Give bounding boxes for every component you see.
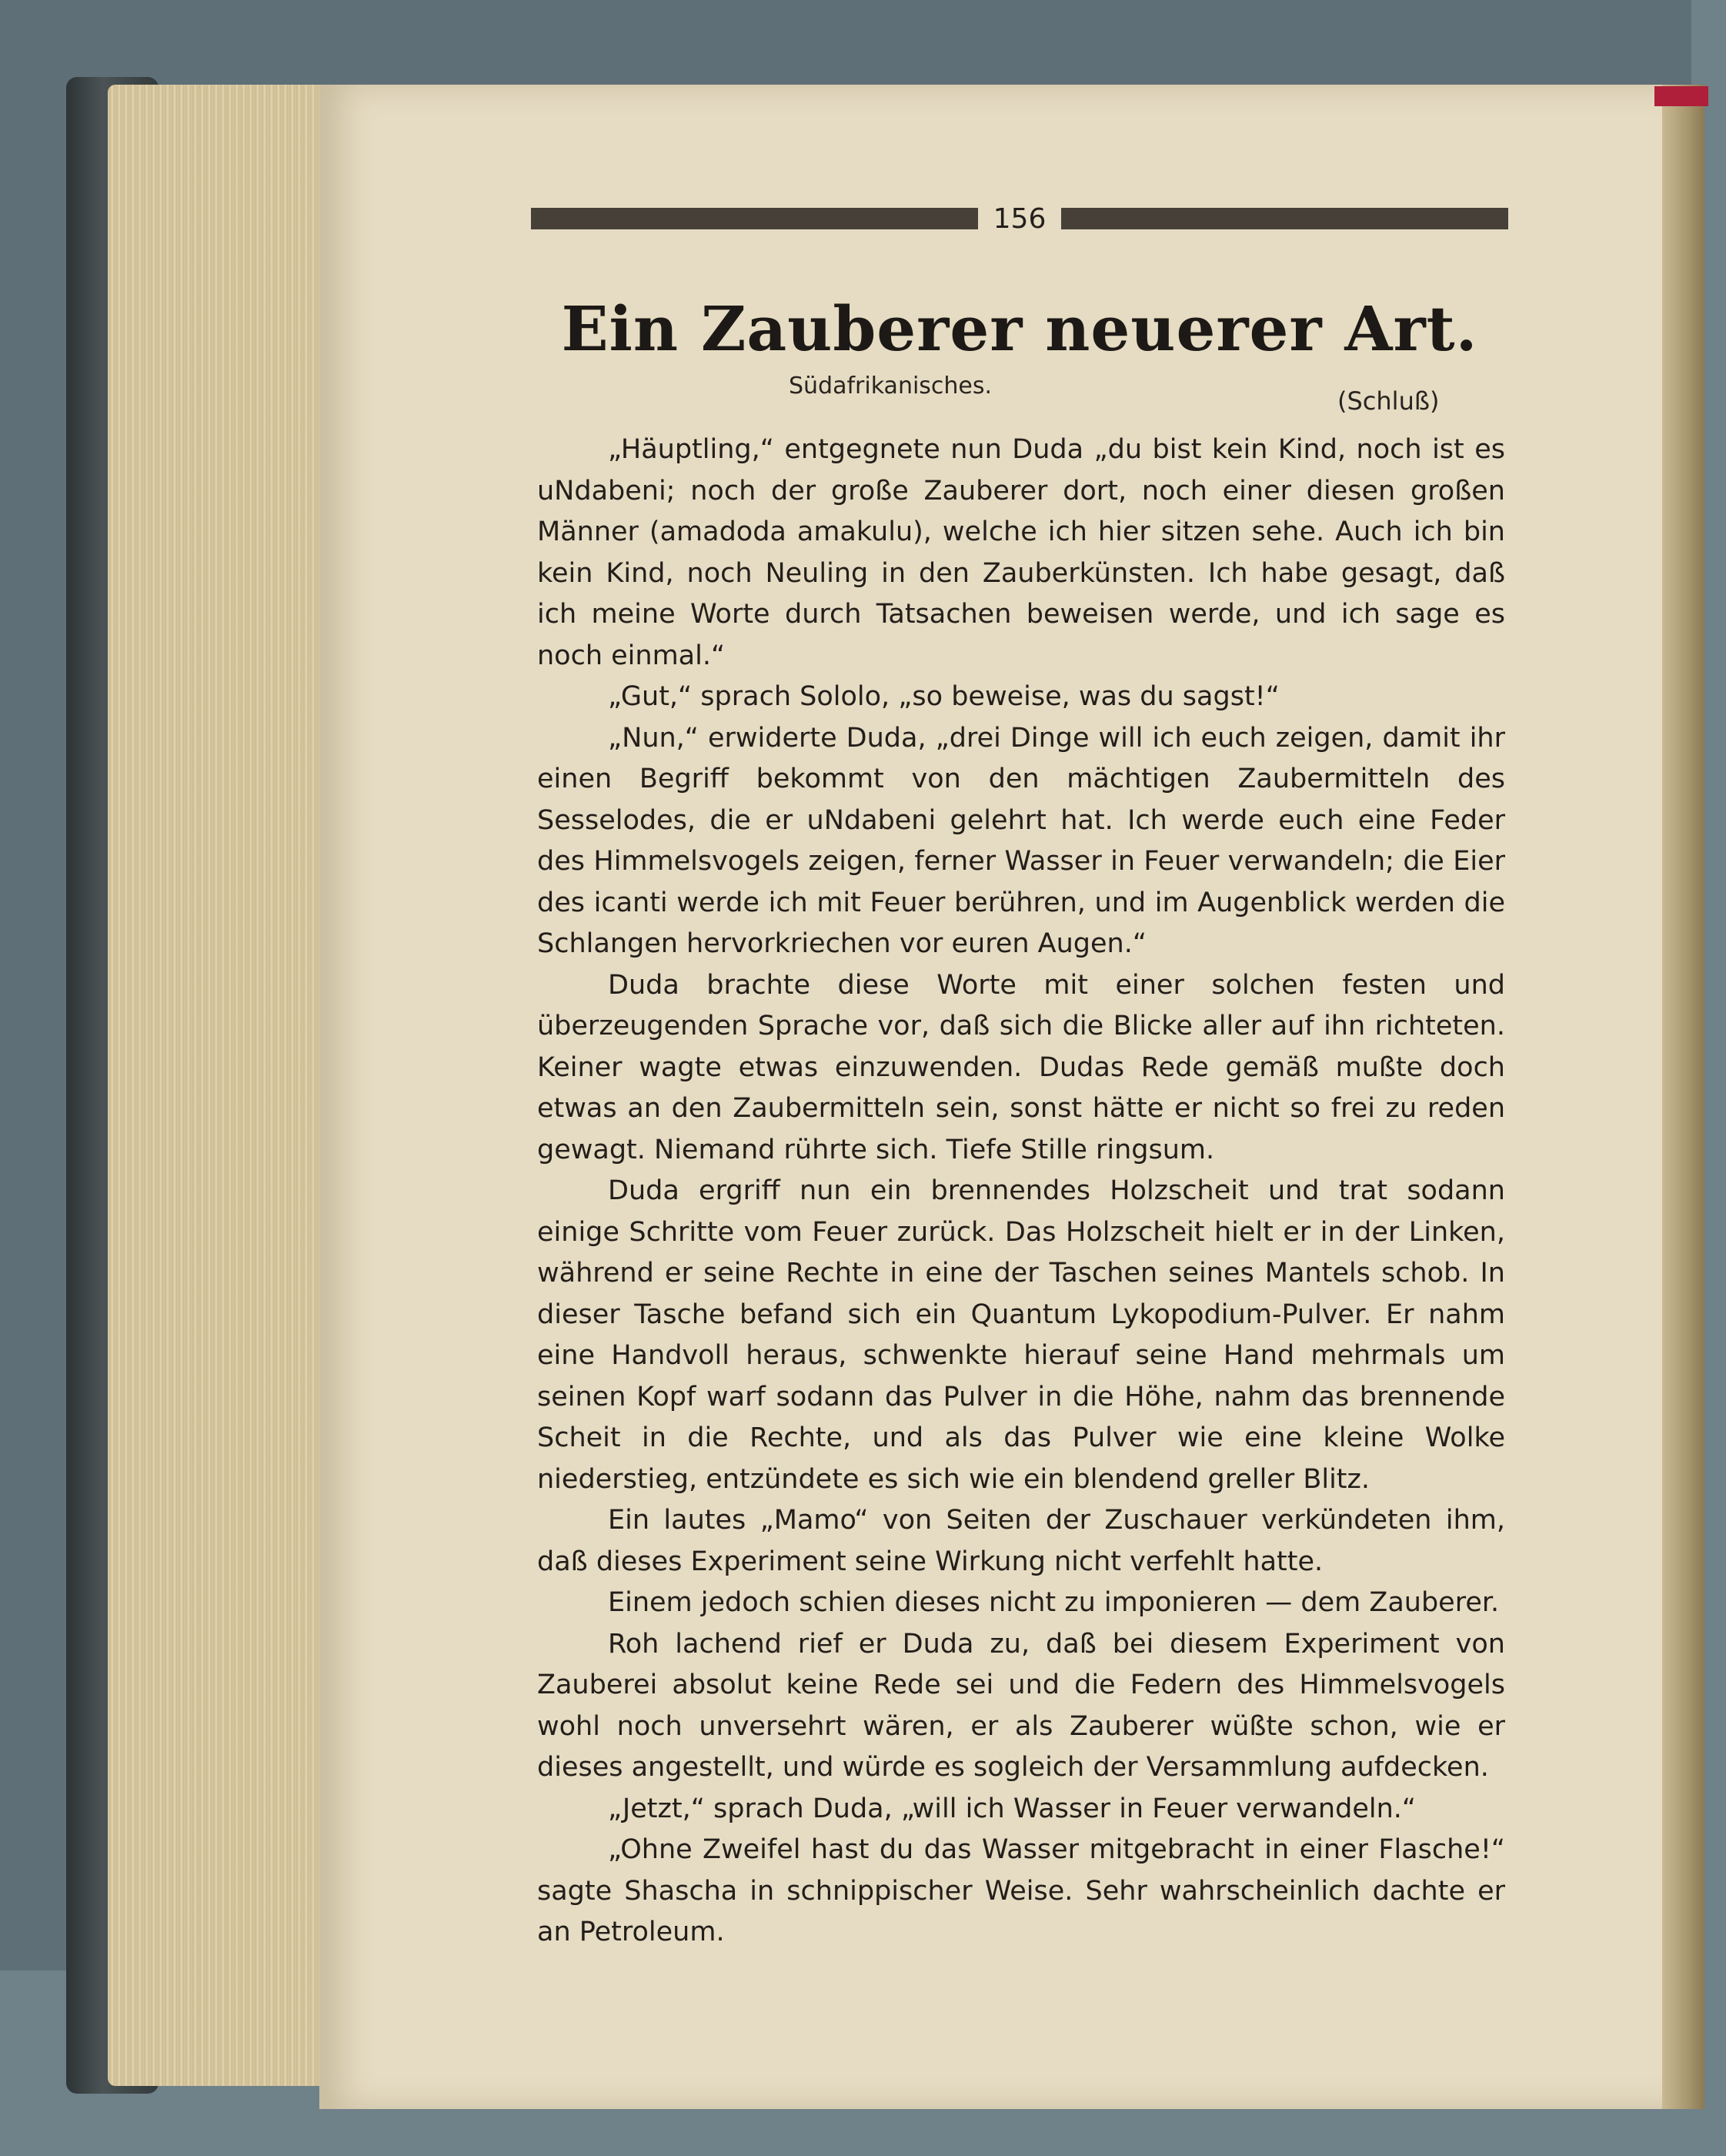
article-body (537, 430, 1505, 1954)
article-subtitle: Südafrikanisches. (789, 373, 993, 399)
page-header (531, 202, 1508, 236)
bookmark-ribbon (1654, 86, 1708, 106)
page-block-edges (108, 85, 331, 2086)
paragraph: Ein lautes „Mamo“ von Seiten der Zuschauer verkündeten ihm, daß dieses Experiment seine Wirkung nicht verfehlt hatte. (537, 1505, 1505, 1577)
paragraph: „Ohne Zweifel hast du das Wasser mitgebracht in einer Flasche!“ sagte Shascha in schnippischer Weise. Sehr wahrscheinlich dachte er an Petroleum. (537, 1834, 1505, 1947)
paragraph: Duda ergriff nun ein brennendes Holzscheit und trat sodann einige Schritte vom Feuer zurück. Das Holzscheit hielt er in der Linken, während er seine Rechte in eine der Taschen seines Mantels schob. In dieser Tasche befand sich ein Quantum Lykopodium-Pulver. Er nahm eine Handvoll heraus, schwenkte hierauf seine Hand mehrmals um seinen Kopf warf sodann das Pulver in die Höhe, nahm das brennende Scheit in die Rechte, und als das Pulver wie eine kleine Wolke niederstieg, entzündete es sich wie ein blendend greller Blitz. (537, 1175, 1505, 1495)
header-ornament-left (531, 208, 978, 229)
continuation-note: (Schluß) (1337, 386, 1440, 416)
paragraph: Duda brachte diese Worte mit einer solchen festen und überzeugenden Sprache vor, daß sich die Blicke aller auf ihn richteten. Keiner wagte etwas einzuwenden. Dudas Rede gemäß mußte doch etwas an den Zaubermitteln sein, sonst hätte er nicht so frei zu reden gewagt. Niemand rührte sich. Tiefe Stille ringsum. (537, 969, 1505, 1165)
paragraph: „Jetzt,“ sprach Duda, „will ich Wasser in Feuer verwandeln.“ (608, 1793, 1417, 1824)
paragraph: Roh lachend rief er Duda zu, daß bei diesem Experiment von Zauberei absolut keine Rede sei und die Federn des Himmelsvogels wohl noch unversehrt wären, er als Zauberer wüßte schon, wie er dieses angestellt, und würde es sogleich der Versammlung aufdecken. (537, 1628, 1505, 1783)
page-gutter (1662, 85, 1704, 2109)
paragraph: „Häuptling,“ entgegnete nun Duda „du bist kein Kind, noch ist es uNdabeni; noch der große Zauberer dort, noch einer diesen großen Männer (amadoda amakulu), welche ich hier sitzen sehe. Auch ich bin kein Kind, noch Neuling in den Zauberkünsten. Ich habe gesagt, daß ich meine Worte durch Tatsachen beweisen werde, und ich sage es noch einmal.“ (537, 434, 1505, 671)
paragraph: Einem jedoch schien dieses nicht zu imponieren — dem Zauberer. (608, 1587, 1500, 1618)
article-title: Ein Zauberer neuerer Art. (561, 292, 1478, 365)
paragraph: „Nun,“ erwiderte Duda, „drei Dinge will ich euch zeigen, damit ihr einen Begriff bekommt von den mächtigen Zaubermitteln des Sesselodes, die er uNdabeni gelehrt hat. Ich werde euch eine Feder des Himmelsvogels zeigen, ferner Wasser in Feuer verwandeln; die Eier des icanti werde ich mit Feuer berühren, und im Augenblick werden die Schlangen hervorkriechen vor euren Augen.“ (537, 722, 1505, 959)
paragraph: „Gut,“ sprach Sololo, „so beweise, was du sagst!“ (608, 681, 1280, 712)
header-ornament-right (1061, 208, 1508, 229)
page-number: 156 (993, 202, 1047, 235)
